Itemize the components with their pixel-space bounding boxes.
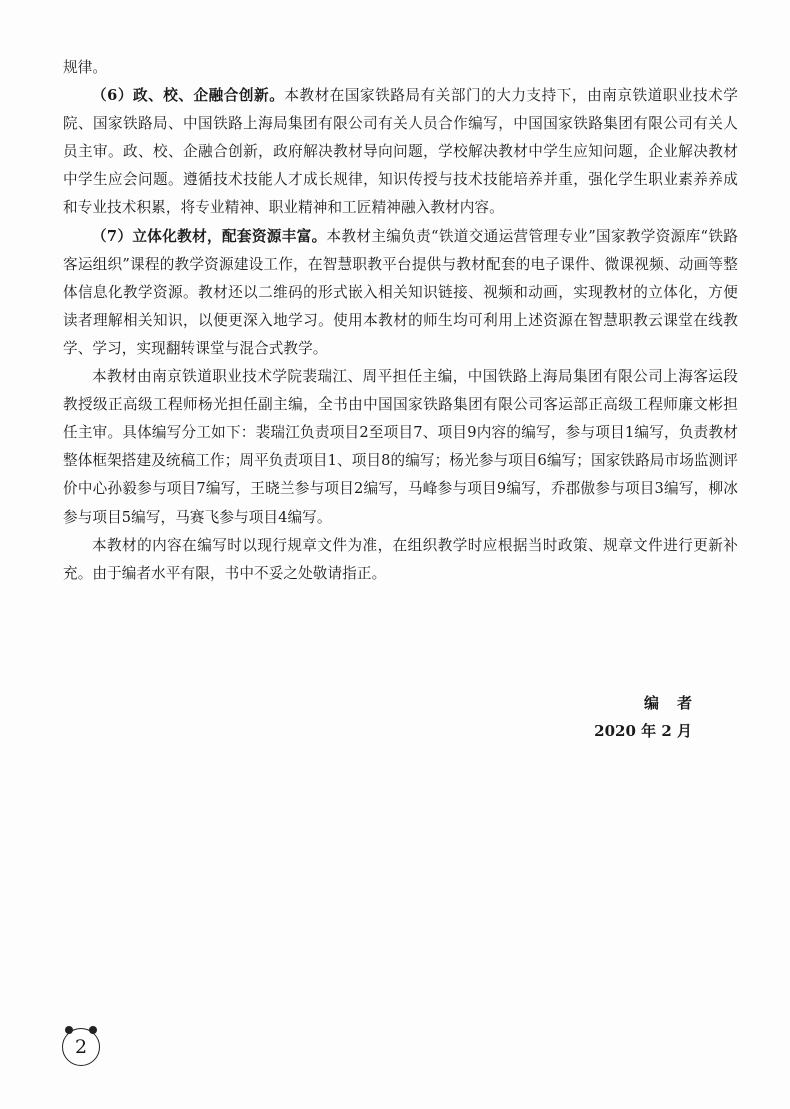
paragraph-1: 规律。	[63, 59, 108, 76]
paragraph-heading: （6）政、校、企融合创新。	[92, 87, 285, 105]
paragraph-heading: （7）立体化教材，配套资源丰富。	[92, 227, 327, 245]
paragraph-2: （6）政、校、企融合创新。本教材在国家铁路局有关部门的大力支持下，由南京铁道职业技术学院、国家铁路局、中国铁路上海局集团有限公司有关人员合作编写，中国国家铁路集团有限公司有关人员主审。政、校、企融合创新，政府解决教材导向问题，学校解决教材中学生应知问题，企业解决教材中学生应会问题。遵循技术技能人才成长规律，知识传授与技术技能培养并重，强化学生职业素养养成和专业技术积累，将专业精神、职业精神和工匠精神融入教材内容。	[63, 87, 738, 217]
paragraph-5: 本教材的内容在编写时以现行规章文件为准，在组织教学时应根据当时政策、规章文件进行更新补充。由于编者水平有限，书中不妥之处敬请指正。	[63, 536, 738, 582]
document-body	[63, 54, 738, 588]
signature-date: 2020 年 2 月	[594, 722, 692, 740]
badge-ear-icon	[89, 1026, 97, 1034]
paragraph-4: 本教材由南京铁道职业技术学院裴瑞江、周平担任主编，中国铁路上海局集团有限公司上海客运段教授级正高级工程师杨光担任副主编，全书由中国国家铁路集团有限公司客运部正高级工程师廉文彬担任主审。具体编写分工如下：裴瑞江负责项目2至项目7、项目9内容的编写，参与项目1编写，负责教材整体框架搭建及统稿工作；周平负责项目1、项目8的编写；杨光参与项目6编写；国家铁路局市场监测评价中心孙毅参与项目7编写，王晓兰参与项目2编写，马峰参与项目9编写，乔郡傲参与项目3编写，柳冰参与项目5编写，马赛飞参与项目4编写。	[63, 368, 738, 526]
signature-editor: 编者	[643, 694, 710, 712]
badge-ear-icon	[65, 1026, 73, 1034]
page-number: 2	[74, 1036, 88, 1058]
paragraph-3: （7）立体化教材，配套资源丰富。本教材主编负责“铁道交通运营管理专业”国家教学资源库“铁路客运组织”课程的教学资源建设工作，在智慧职教平台提供与教材配套的电子课件、微课视频、动画等整体信息化教学资源。教材还以二维码的形式嵌入相关知识链接、视频和动画，实现教材的立体化，方便读者理解相关知识，以便更深入地学习。使用本教材的师生均可利用上述资源在智慧职教云课堂在线教学、学习，实现翻转课堂与混合式教学。	[63, 227, 738, 357]
page-number-badge	[62, 1028, 100, 1066]
signature-block	[594, 689, 710, 745]
